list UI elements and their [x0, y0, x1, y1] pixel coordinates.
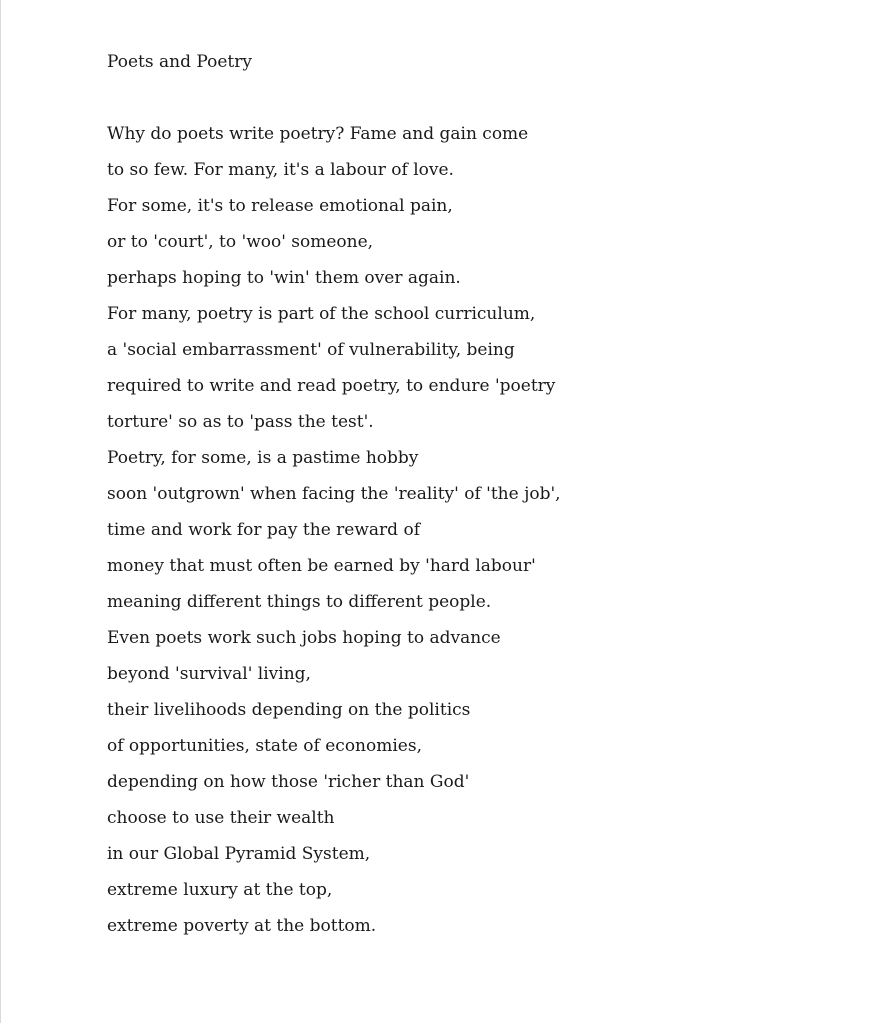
poem-line: a 'social embarrassment' of vulnerability, being [107, 340, 515, 360]
poem-line: or to 'court', to 'woo' someone, [107, 232, 374, 252]
poem-line: depending on how those 'richer than God' [107, 772, 470, 792]
poem-line: of opportunities, state of economies, [107, 736, 422, 756]
poem-line: meaning different things to different people. [107, 592, 492, 612]
document-title: Poets and Poetry [107, 52, 252, 72]
poem-line: in our Global Pyramid System, [107, 844, 371, 864]
poem-line: Why do poets write poetry? Fame and gain come [107, 124, 529, 144]
poem-line: their livelihoods depending on the politics [107, 700, 471, 720]
poem-line: beyond 'survival' living, [107, 664, 311, 684]
poem-line: For many, poetry is part of the school curriculum, [107, 304, 536, 324]
poem-line: For some, it's to release emotional pain, [107, 196, 453, 216]
poem-line: required to write and read poetry, to endure 'poetry [107, 376, 556, 396]
poem-line: time and work for pay the reward of [107, 520, 420, 540]
poem-line: soon 'outgrown' when facing the 'reality' of 'the job', [107, 484, 561, 504]
poem-line: Poetry, for some, is a pastime hobby [107, 448, 419, 468]
poem-line: perhaps hoping to 'win' them over again. [107, 268, 461, 288]
poem-line: torture' so as to 'pass the test'. [107, 412, 374, 432]
poem-line: to so few. For many, it's a labour of love. [107, 160, 454, 180]
poem-line: extreme poverty at the bottom. [107, 916, 377, 936]
poem-body [107, 122, 561, 950]
poem-line: extreme luxury at the top, [107, 880, 333, 900]
poem-line: money that must often be earned by 'hard labour' [107, 556, 536, 576]
poem-line: Even poets work such jobs hoping to advance [107, 628, 501, 648]
poem-line: choose to use their wealth [107, 808, 335, 828]
